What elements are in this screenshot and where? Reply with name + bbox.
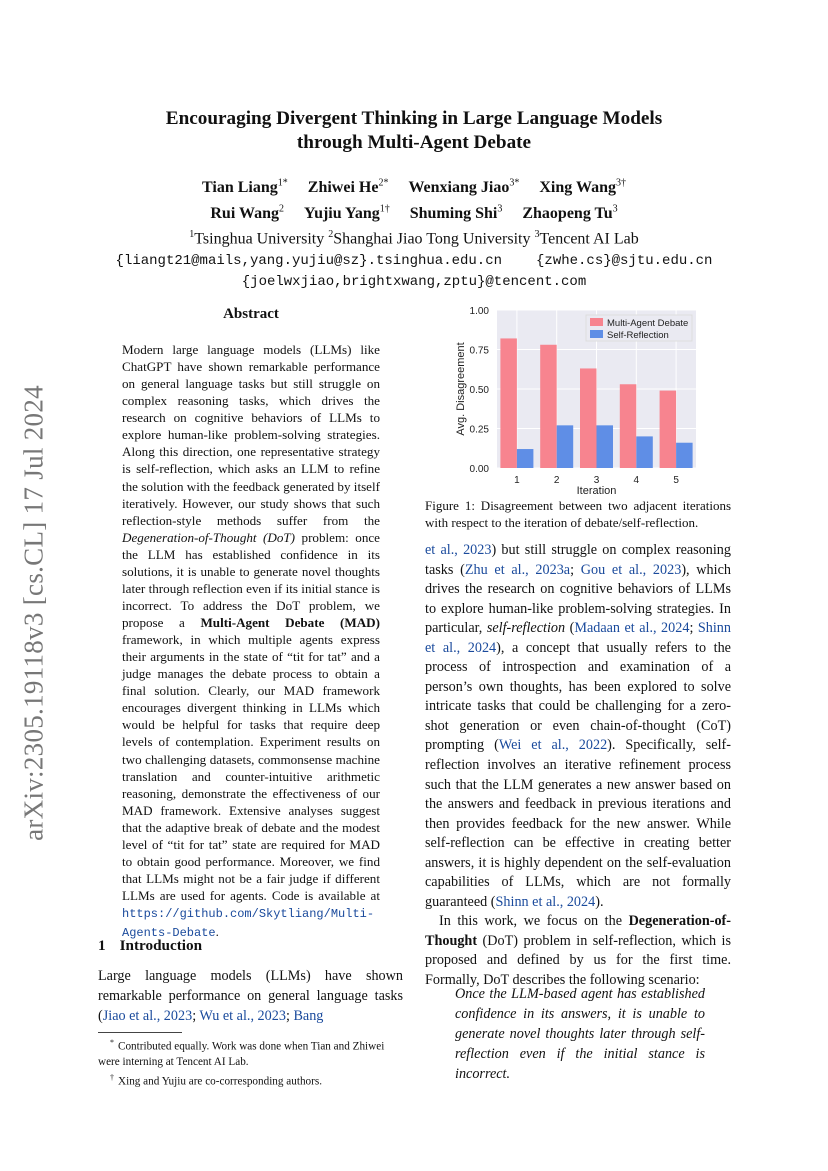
affil-name: Shanghai Jiao Tong University xyxy=(333,229,535,247)
citation-link[interactable]: Zhu et al., 2023a xyxy=(464,561,571,578)
email-tsinghua: {liangt21@mails,yang.yujiu@sz}.tsinghua.edu.cn xyxy=(115,252,503,269)
x-tick-label: 5 xyxy=(673,475,679,486)
abstract-body: Modern large language models (LLMs) like ChatGPT have shown remarkable performance on general language tasks but still struggle on complex reasoning tasks, which drives the research on cognitive behaviors of LLMs to explore human-like problem-solving strategies. Along this direction, one representative strategy is self-reflection, which asks an LLM to refine the solution with the feedback generated by itself iteratively. However, our study shows that such reflection-style methods suffer from the Degeneration-of-Thought (DoT) problem: once the LLM has established confidence in its solutions, it is unable to generate novel thoughts later through reflection even if its initial stance is incorrect. To address the DoT problem, we propose a Multi-Agent Debate (MAD) framework, in which multiple agents express their arguments in the state of “tit for tat” and a judge manages the debate process to obtain a final solution. Clearly, our MAD framework encourages divergent thinking in LLMs which would be helpful for tasks that require deep levels of contemplation. Experiment results on two challenging datasets, commonsense machine translation and counter-intuitive arithmetic reasoning, demonstrate the effectiveness of our MAD framework. Extensive analyses suggest that the adaptive break of debate and the modest level of “tit for tat” state are required for MAD to obtain good performance. Moreover, we find that LLMs might not be a fair judge if different LLMs are used for agents. Code is available at https://github.com/Skytliang/Multi-Agents-Debate. xyxy=(122,342,380,941)
citation-link[interactable]: Madaan et al., 2024 xyxy=(574,620,690,637)
bar-self-reflection xyxy=(517,449,534,468)
right-column-text xyxy=(425,541,731,991)
email-row xyxy=(100,249,728,272)
title-line: through Multi-Agent Debate xyxy=(296,131,532,153)
legend-swatch xyxy=(590,318,603,326)
affil-mark: 1 xyxy=(189,228,195,240)
affil-name: Tsinghua University xyxy=(194,229,329,247)
x-axis-label: Iteration xyxy=(576,485,617,497)
email-tencent: {joelwxjiao,brightxwang,zptu}@tencent.com xyxy=(241,273,587,290)
affil-mark: 3 xyxy=(534,228,540,240)
bar-multi-agent-debate xyxy=(660,391,677,468)
dot-definition-quote: Once the LLM-based agent has established confidence in its answers, it is unable to generate novel thoughts later through self-reflection even if the initial stance is incorrect. xyxy=(455,986,705,1082)
footnotes xyxy=(98,1035,405,1089)
abstract-heading: Abstract xyxy=(223,306,279,322)
author-name: Yujiu Yang$^{1\dagger}$ xyxy=(303,203,390,222)
x-tick-label: 4 xyxy=(633,475,640,486)
disagreement-bar-chart xyxy=(440,300,705,498)
author-affil-mark: 3† xyxy=(615,178,626,189)
author-name: Zhiwei $He^{2*}$ xyxy=(307,178,389,197)
bar-multi-agent-debate xyxy=(580,368,597,468)
paragraph: et al., 2023) but still struggle on complex reasoning tasks (Zhu et al., 2023a; Gou et al., 2023), which drives the research on cognitive behaviors of LLMs to explore human-like problem-solving strategies. In particular, self-reflection (Madaan et al., 2024; Shinn et al., 2024), a concept that usually refers to the process of introspection and examination of a person’s own thoughts, has been explored to solve intricate tasks that could be challenging for a zero-shot generation or even chain-of-thought (CoT) prompting (Wei et al., 2022). Specifically, self-reflection involves an iterative refinement process such that the LLM generates a new answer based on the answers and feedback in previous iterations and then provides feedback for the new answer. While self-reflection can be effective in creating better answers, it is highly dependent on the self-evaluation capabilities of LLMs, which are not formally guaranteed (Shinn et al., 2024). xyxy=(425,542,731,910)
footnote-corresponding: † Xing and Yujiu are co-corresponding authors. xyxy=(110,1072,323,1088)
author-affil-mark: 3 xyxy=(612,203,618,215)
citation-link[interactable]: Jiao et al., 2023 xyxy=(102,1007,193,1024)
email-sjtu: {zwhe.cs}@sjtu.edu.cn xyxy=(536,252,713,269)
y-axis-label: Avg. Disagreement xyxy=(455,342,467,436)
dot-term: Degeneration-of-Thought (DoT) xyxy=(122,529,296,545)
intro-paragraph: Large language models (LLMs) have shown remarkable performance on general language tasks (Jiao et al., 2023; Wu et al., 2023; Bang xyxy=(98,968,403,1024)
citation-link[interactable]: Shinn et al., 2024 xyxy=(425,620,731,656)
citation-link[interactable]: Wei et al., 2022 xyxy=(498,737,608,754)
author-affil-mark: 1* xyxy=(277,178,288,189)
author-affil-mark: 2* xyxy=(378,178,389,189)
citation-link[interactable]: Wu et al., 2023 xyxy=(199,1007,286,1024)
bar-self-reflection xyxy=(557,425,574,468)
citation-link[interactable]: Gou et al., 2023 xyxy=(580,561,682,578)
citation-link[interactable]: Bang xyxy=(293,1007,324,1024)
y-tick-label: 0.25 xyxy=(469,424,489,436)
author-name: Xing Wang$^{3\dagger}$ xyxy=(539,178,626,197)
paragraph: In this work, we focus on the Degeneration-of-Thought (DoT) problem in self-reflection, which is proposed and defined by us for the first time. Formally, DoT describes the following scenario: xyxy=(425,913,731,989)
footnote-rule xyxy=(98,1032,182,1033)
y-tick-label: 0.75 xyxy=(469,345,489,357)
mad-term: Multi-Agent Debate (MAD) xyxy=(200,615,380,630)
author-affil-mark: 3* xyxy=(509,178,520,189)
author-name: Wenxiang Jiao$^{3*}$ xyxy=(408,178,520,197)
bar-multi-agent-debate xyxy=(540,345,557,468)
citation-link[interactable]: Shinn et al., 2024 xyxy=(495,893,596,910)
bar-self-reflection xyxy=(636,436,653,468)
x-tick-label: 2 xyxy=(553,475,560,486)
y-tick-label: 1.00 xyxy=(469,306,489,317)
citation-link[interactable]: et al., 2023 xyxy=(425,542,492,558)
bar-self-reflection xyxy=(597,425,614,468)
author-affil-mark: 2 xyxy=(278,203,284,215)
y-tick-label: 0.00 xyxy=(469,464,489,475)
footnote-equal-contribution: * Contributed equally. Work was done when Tian and Zhiwei were interning at Tencent AI Lab. xyxy=(98,1038,385,1068)
author-name: Shuming Shi$^3$ xyxy=(409,203,503,222)
affil-mark: 2 xyxy=(328,228,334,240)
author-row xyxy=(100,198,728,223)
bar-multi-agent-debate xyxy=(500,338,517,468)
author-name: Rui Wang$^2$ xyxy=(210,203,284,222)
author-row xyxy=(100,173,728,198)
legend-label: Self-Reflection xyxy=(607,330,669,341)
section-heading-introduction: 1 Introduction xyxy=(98,937,203,954)
bar-self-reflection xyxy=(676,443,693,468)
code-link[interactable]: https://github.com/Skytliang/Multi-Agents-Debate xyxy=(122,907,375,941)
affil-name: Tencent AI Lab xyxy=(539,229,639,247)
chart-svg xyxy=(440,300,705,498)
author-name: Zhaopeng Tu$^3$ xyxy=(522,203,618,222)
bar-multi-agent-debate xyxy=(620,384,637,468)
y-tick-label: 0.50 xyxy=(469,385,489,396)
x-tick-label: 3 xyxy=(593,475,600,486)
author-affil-mark: 1† xyxy=(379,203,390,215)
author-name: Tian Liang$^{1*}$ xyxy=(202,178,288,197)
author-affil-mark: 3 xyxy=(497,203,503,215)
x-tick-label: 1 xyxy=(514,475,520,486)
figure-caption: Figure 1: Disagreement between two adjacent iterations with respect to the iteration of debate/self-reflection. xyxy=(425,498,731,530)
title-line: Encouraging Divergent Thinking in Large Language Models xyxy=(165,108,663,129)
paper-title xyxy=(100,107,728,154)
legend-label: Multi-Agent Debate xyxy=(607,318,689,329)
legend-swatch xyxy=(590,330,603,338)
affiliations xyxy=(100,224,728,249)
author-block xyxy=(100,173,728,293)
arxiv-identifier: arXiv:2305.19118v3 [cs.CL] 17 Jul 2024 xyxy=(18,385,49,841)
